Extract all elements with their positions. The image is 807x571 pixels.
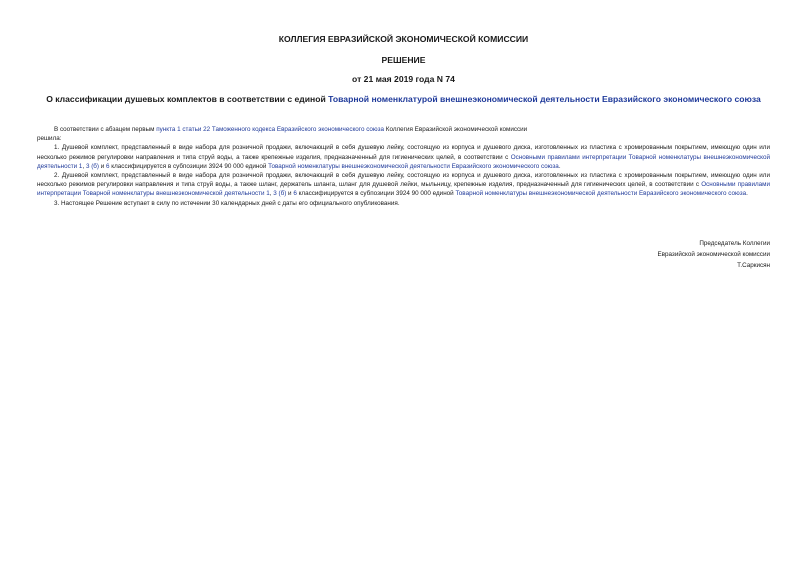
item-1-rules-link[interactable]: Основными правилами интерпретации Товарной номенклатуры внешнеэкономической деятельности 1 [37,153,770,170]
signature-block [657,238,770,271]
decided-label: решила: [37,135,62,143]
org-heading: КОЛЛЕГИЯ ЕВРАЗИЙСКОЙ ЭКОНОМИЧЕСКОЙ КОМИССИИ [278,34,529,44]
item-1-and: и [99,162,107,170]
document-title [37,94,770,105]
preamble-text-before: В соответствии с абзацем первым [54,126,157,133]
title-link[interactable]: Товарной номенклатурой внешнеэкономической деятельности Евразийского экономического союза [328,94,761,104]
item-2-tn-ved-link[interactable]: Товарной номенклатуры внешнеэкономической деятельности Евразийского экономического союза [455,190,747,198]
item-2-paragraph [37,171,770,199]
item-1-rule-6-link[interactable]: 6 [106,162,110,170]
item-2-rule-6-link[interactable]: 6 [293,190,297,198]
item-1-classification: классифицируется в субпозиции 3924 90 000 единой [109,162,269,170]
item-2-text: 2. Душевой комплект, представленный в виде набора для розничной продажи, включающий в себя душевую лейку, состоящую из корпуса и душевого диска, изготовленных из пластика с хромированным покрытием, имеющую один или несколько режимов регулировки направления и типа струй воды, а также шланг, держатель шланга, шланг для душевой лейки, мыльницу, крепежные изделия, предназначенный для гигиенических целей, в соответствии с [37,172,770,189]
item-1-tn-ved-link[interactable]: Товарной номенклатуры внешнеэкономической деятельности Евразийского экономического союза [268,162,559,170]
customs-code-link[interactable]: пункта 1 статьи 22 Таможенного кодекса Евразийского экономического союза [156,126,385,133]
item-3-paragraph: 3. Настоящее Решение вступает в силу по истечении 30 календарных дней с даты его официального опубликования. [54,199,400,207]
date-number-heading: от 21 мая 2019 года N 74 [352,74,455,84]
item-1-end: . [558,162,561,170]
preamble-paragraph [37,125,770,134]
item-2-end: . [746,190,748,198]
item-1-text: 1. Душевой комплект, представленный в виде набора для розничной продажи, включающий в себя душевую лейку, состоящую из корпуса и душевого диска, изготовленных из пластика с хромированным покрытием, имеющую один или несколько режимов регулировки направления и типа струй воды, а также крепежные изделия, предназначенный для гигиенических целей, в соответствии с [37,144,770,161]
item-1-sep: , [82,162,86,170]
item-2-classification: классифицируется в субпозиции 3924 90 000 единой [296,190,456,198]
item-2-rules-link[interactable]: Основными правилами интерпретации Товарной номенклатуры внешнеэкономической деятельности 1 [37,181,770,198]
item-1-paragraph [37,143,770,171]
title-text: О классификации душевых комплектов в соответствии с единой [46,94,329,104]
preamble-text-after: Коллегия Евразийской экономической комиссии [384,126,528,133]
signature-name: Т.Саркисян [737,262,770,269]
doc-type-heading: РЕШЕНИЕ [381,55,426,65]
item-2-rule-3b-link[interactable]: 3 (б) [273,190,287,198]
signature-position: Председатель Коллегии [699,240,770,247]
item-1-rule-3b-link[interactable]: 3 (б) [85,162,99,170]
signature-organization: Евразийской экономической комиссии [657,251,770,258]
document-body [37,125,770,208]
item-2-sep: , [269,190,274,198]
item-2-and: и [286,190,294,198]
